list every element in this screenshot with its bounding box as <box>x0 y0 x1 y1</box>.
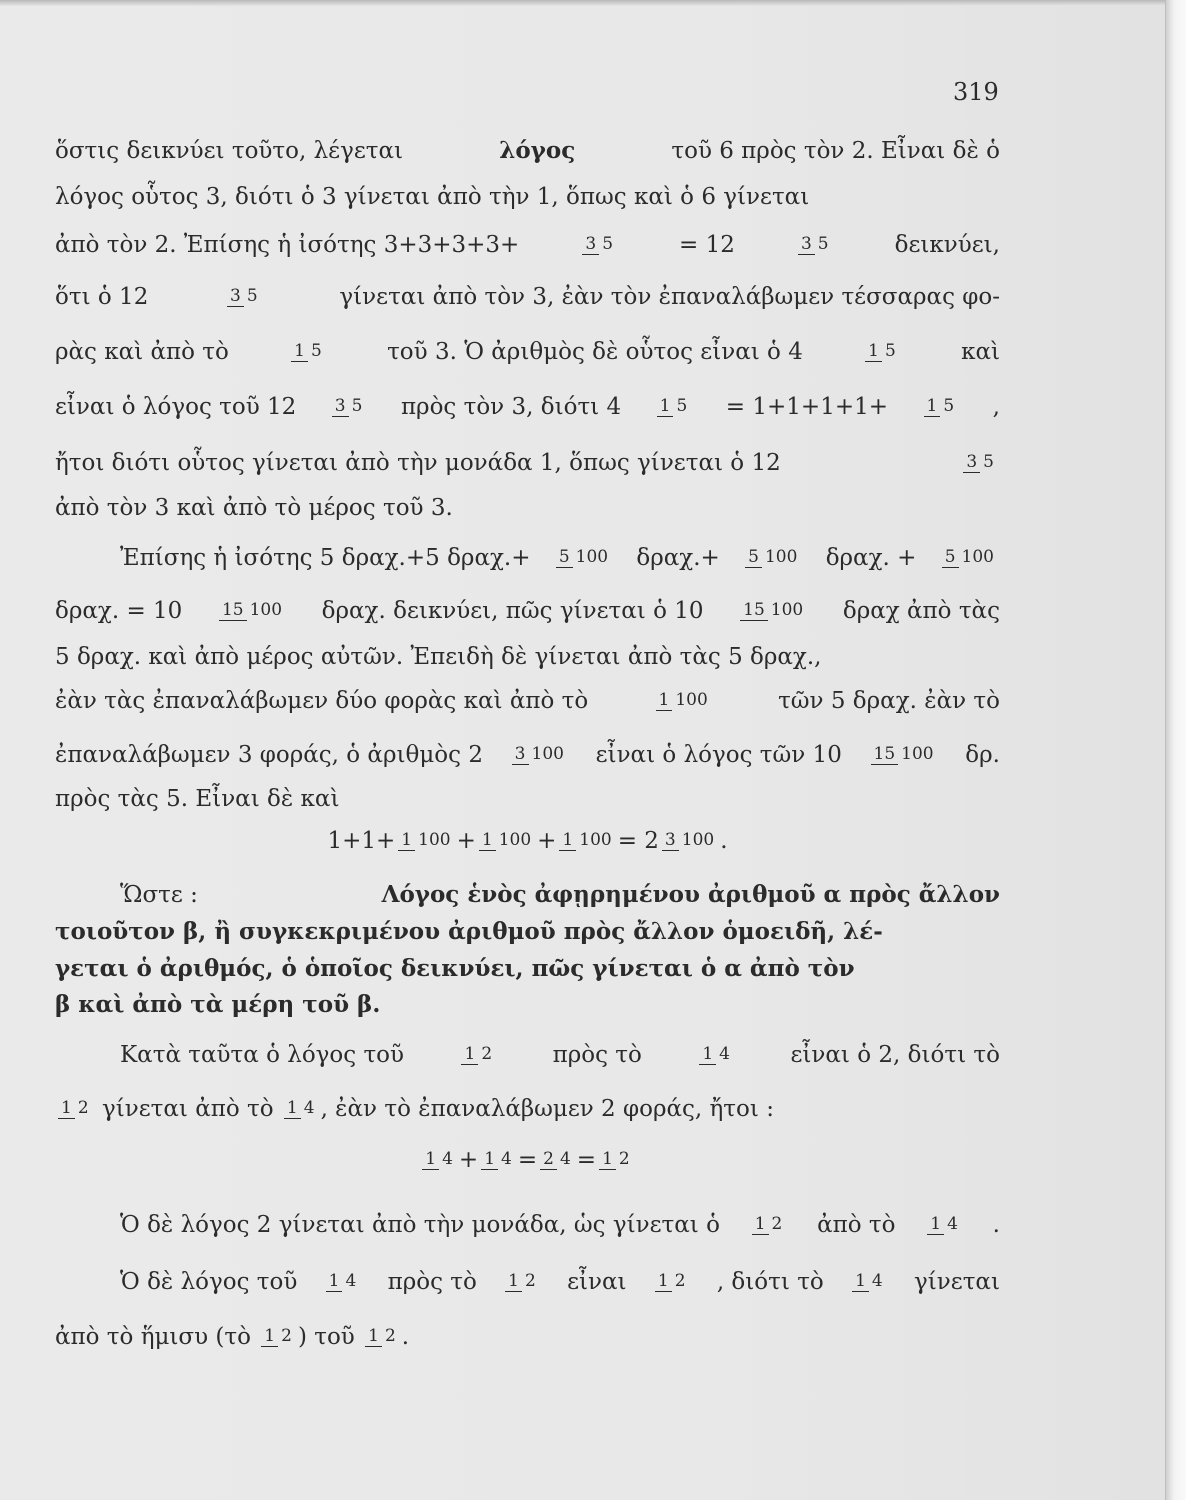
fraction-numerator: 3 <box>332 397 349 417</box>
fraction-numerator: 1 <box>261 1327 278 1347</box>
fraction <box>559 831 614 851</box>
text-run: , <box>992 394 1000 420</box>
text-line <box>55 282 1000 312</box>
text-run: . <box>401 1324 410 1350</box>
fraction-numerator: 15 <box>219 601 247 621</box>
page-number: 319 <box>953 78 999 106</box>
text-run: δρ. <box>965 742 1000 768</box>
text-line <box>55 784 1000 814</box>
fraction-numerator: 3 <box>582 235 599 255</box>
fraction-denominator: 4 <box>871 1271 883 1291</box>
bold-text: Λόγος ἑνὸς ἀφῃρημένου ἀριθμοῦ α πρὸς ἄλλον <box>381 881 1000 908</box>
fraction-numerator: 2 <box>540 1150 557 1170</box>
text-run: + <box>458 1147 479 1173</box>
fraction-numerator: 1 <box>599 1150 616 1170</box>
text-run: ἐπαναλάβωμεν 3 φοράς, ὁ ἀριθμὸς 2 <box>55 742 483 768</box>
fraction-numerator: 1 <box>291 342 308 362</box>
fraction-denominator: 100 <box>901 744 934 764</box>
text-line <box>55 917 1000 947</box>
fraction <box>291 342 325 362</box>
text-run: ὅτι ὁ 12 <box>55 284 149 310</box>
text-run: . <box>992 1212 1000 1238</box>
fraction-numerator: 5 <box>942 548 959 568</box>
fraction <box>655 1272 689 1292</box>
text-run: ἀπὸ τὸν 3 καὶ ἀπὸ τὸ μέρος τοῦ 3. <box>55 495 453 521</box>
fraction-denominator: 5 <box>676 396 688 416</box>
fraction-denominator: 4 <box>719 1044 730 1064</box>
fraction-numerator: 1 <box>398 831 415 851</box>
fraction <box>657 397 691 417</box>
text-run: ἐὰν τὰς ἐπαναλάβωμεν δύο φορὰς καὶ ἀπὸ τὸ <box>55 688 589 714</box>
text-run: γίνεται <box>914 1269 1000 1295</box>
text-run: εἶναι ὁ 2, διότι τὸ <box>790 1042 1000 1068</box>
fraction-denominator: 5 <box>983 452 994 472</box>
text-run: τοῦ 6 πρὸς τὸν 2. Εἶναι δὲ ὁ <box>664 138 1000 164</box>
fraction-denominator: 4 <box>345 1271 357 1291</box>
text-run: καὶ <box>961 339 1000 365</box>
fraction-numerator: 3 <box>963 453 980 473</box>
fraction <box>58 1099 92 1119</box>
text-line <box>120 880 1000 910</box>
fraction-numerator: 3 <box>662 831 679 851</box>
text-run: δραχ ἀπὸ τὰς <box>842 598 1000 624</box>
text-run: Ὁ δὲ λόγος τοῦ <box>120 1269 298 1295</box>
text-run: πρὸς τὸν 3, διότι 4 <box>400 394 622 420</box>
fraction-numerator: 3 <box>512 745 529 765</box>
fraction <box>365 1327 399 1347</box>
fraction-denominator: 5 <box>310 341 322 361</box>
text-line <box>55 182 1000 212</box>
text-run: ἀπὸ τὸ <box>817 1212 896 1238</box>
fraction-denominator: 100 <box>681 830 715 850</box>
fraction <box>332 397 366 417</box>
fraction-numerator: 1 <box>924 397 941 417</box>
text-line <box>55 740 1000 770</box>
fraction <box>927 1215 961 1235</box>
text-line <box>55 826 1000 856</box>
text-run: ρὰς καὶ ἀπὸ τὸ <box>55 339 229 365</box>
fraction <box>798 235 832 255</box>
fraction <box>461 1045 495 1065</box>
text-run: πρὸς τὰς 5. Εἶναι δὲ καὶ <box>55 786 340 812</box>
fraction-denominator: 100 <box>675 690 708 710</box>
text-run: γίνεται ἀπὸ τὸ <box>94 1096 281 1122</box>
fraction <box>326 1272 360 1292</box>
fraction-numerator: 3 <box>227 287 244 307</box>
text-run: + <box>537 828 557 854</box>
fraction <box>398 831 453 851</box>
fraction <box>871 745 937 765</box>
text-line <box>120 1210 1000 1240</box>
text-run: , διότι τὸ <box>716 1269 824 1295</box>
text-run: δραχ. = 10 <box>55 598 183 624</box>
text-line <box>55 493 1000 523</box>
text-line <box>55 448 1000 478</box>
text-line <box>120 543 1000 573</box>
text-run: ὅστις δεικνύει τοῦτο, λέγεται <box>55 138 411 164</box>
text-line <box>55 954 1000 984</box>
fraction-denominator: 2 <box>281 1326 292 1346</box>
text-run: = 2 <box>617 828 659 854</box>
fraction-denominator: 5 <box>884 341 896 361</box>
fraction-denominator: 100 <box>579 830 612 850</box>
fraction <box>865 342 899 362</box>
fraction-numerator: 1 <box>58 1099 75 1119</box>
fraction-denominator: 100 <box>575 547 609 567</box>
fraction-denominator: 2 <box>524 1271 536 1291</box>
text-run: 5 δραχ. καὶ ἀπὸ μέρος αὐτῶν. Ἐπειδὴ δὲ γίνεται ἀπὸ τὰς 5 δραχ., <box>55 644 822 670</box>
text-line <box>55 596 1000 626</box>
fraction-denominator: 100 <box>764 547 798 567</box>
fraction-numerator: 1 <box>852 1272 869 1292</box>
fraction <box>662 831 717 851</box>
fraction-numerator: 1 <box>927 1215 944 1235</box>
fraction <box>540 1150 574 1170</box>
fraction-numerator: 1 <box>752 1215 769 1235</box>
text-run: = <box>576 1147 597 1173</box>
fraction-numerator: 1 <box>655 1272 672 1292</box>
fraction <box>512 745 567 765</box>
text-line <box>55 686 1000 716</box>
fraction <box>481 1150 515 1170</box>
text-line <box>120 1267 1000 1297</box>
fraction-numerator: 1 <box>422 1150 439 1170</box>
fraction <box>582 235 616 255</box>
fraction-numerator: 1 <box>326 1272 343 1292</box>
fraction <box>752 1215 786 1235</box>
text-run: δραχ.+ <box>636 545 720 571</box>
text-line <box>55 230 1000 260</box>
text-line <box>55 1322 1000 1352</box>
fraction-denominator: 2 <box>771 1214 783 1234</box>
fraction <box>699 1045 733 1065</box>
fraction <box>556 548 611 568</box>
text-run: δραχ. + <box>825 545 917 571</box>
fraction-denominator: 100 <box>498 830 532 850</box>
text-run: Κατὰ ταῦτα ὁ λόγος τοῦ <box>120 1042 405 1068</box>
bold-text: β καὶ ἀπὸ τὰ μέρη τοῦ β. <box>55 991 381 1018</box>
text-line <box>55 337 1000 367</box>
text-run: ἤτοι διότι οὗτος γίνεται ἀπὸ τὴν μονάδα 1, ὅπως γίνεται ὁ 12 <box>55 450 781 476</box>
scan-top-shadow <box>0 0 1166 6</box>
fraction <box>505 1272 539 1292</box>
text-run: ) τοῦ <box>297 1324 363 1350</box>
text-line <box>55 990 1000 1020</box>
fraction <box>479 831 534 851</box>
text-run: δεικνύει, <box>894 232 1000 258</box>
fraction-denominator: 100 <box>249 600 283 620</box>
bold-text: γεται ὁ ἀριθμός, ὁ ὁποῖος δεικνύει, πῶς γίνεται ὁ α ἀπὸ τὸν <box>55 955 855 982</box>
fraction <box>745 548 800 568</box>
fraction-denominator: 4 <box>947 1214 958 1234</box>
fraction <box>963 453 997 473</box>
fraction-denominator: 4 <box>303 1098 315 1118</box>
text-run: = 12 <box>679 232 735 258</box>
fraction-numerator: 5 <box>556 548 573 568</box>
text-run: Ἐπίσης ἡ ἰσότης 5 δραχ.+5 δραχ.+ <box>120 545 531 571</box>
fraction-denominator: 2 <box>481 1044 493 1064</box>
fraction-numerator: 1 <box>481 1150 498 1170</box>
fraction <box>227 287 261 307</box>
text-run: εἶναι <box>567 1269 627 1295</box>
text-run: εἶναι ὁ λόγος τοῦ 12 <box>55 394 297 420</box>
fraction-denominator: 4 <box>559 1149 571 1169</box>
fraction <box>284 1099 318 1119</box>
text-run: ἀπὸ τὸν 2. Ἐπίσης ἡ ἰσότης 3+3+3+3+ <box>55 232 520 258</box>
text-run: τῶν 5 δραχ. ἐὰν τὸ <box>778 688 1000 714</box>
fraction <box>924 397 958 417</box>
fraction-numerator: 5 <box>745 548 762 568</box>
text-line <box>55 392 1000 422</box>
fraction-numerator: 1 <box>699 1045 716 1065</box>
fraction-denominator: 5 <box>246 286 258 306</box>
text-run: δραχ. δεικνύει, πῶς γίνεται ὁ 10 <box>321 598 704 624</box>
fraction-numerator: 1 <box>284 1099 301 1119</box>
text-run: 1+1+ <box>327 828 396 854</box>
text-line <box>55 1145 1000 1175</box>
text-run: + <box>456 828 476 854</box>
text-run: Ὥστε : <box>120 882 198 908</box>
fraction <box>740 601 806 621</box>
fraction-denominator: 5 <box>943 396 955 416</box>
fraction <box>219 601 285 621</box>
text-line <box>55 1094 1000 1124</box>
fraction-numerator: 1 <box>656 691 673 711</box>
fraction-denominator: 100 <box>531 744 564 764</box>
text-line <box>55 642 1000 672</box>
text-run: , ἐὰν τὸ ἐπαναλάβωμεν 2 φοράς, ἤτοι : <box>320 1096 774 1122</box>
fraction-numerator: 1 <box>559 831 576 851</box>
fraction <box>261 1327 295 1347</box>
text-run: τοῦ 3. Ὁ ἀριθμὸς δὲ οὗτος εἶναι ὁ 4 <box>387 339 803 365</box>
fraction-numerator: 1 <box>479 831 496 851</box>
fraction <box>599 1150 633 1170</box>
fraction <box>942 548 997 568</box>
bold-text: τοιοῦτον β, ἢ συγκεκριμένου ἀριθμοῦ πρὸς ἄλλον ὁμοειδῆ, λέ- <box>55 918 883 945</box>
text-run: πρὸς τὸ <box>387 1269 477 1295</box>
fraction-numerator: 3 <box>798 235 815 255</box>
fraction-denominator: 2 <box>674 1271 686 1291</box>
fraction-denominator: 100 <box>770 600 804 620</box>
fraction-numerator: 1 <box>505 1272 522 1292</box>
fraction-numerator: 1 <box>461 1045 478 1065</box>
page-edge <box>1165 0 1186 1500</box>
fraction <box>656 691 711 711</box>
fraction-denominator: 5 <box>817 234 829 254</box>
text-run: ἀπὸ τὸ ἥμισυ (τὸ <box>55 1324 259 1350</box>
fraction-denominator: 2 <box>618 1149 630 1169</box>
text-line <box>120 1040 1000 1070</box>
text-run: πρὸς τὸ <box>552 1042 642 1068</box>
fraction-numerator: 1 <box>365 1327 382 1347</box>
fraction-denominator: 5 <box>351 396 363 416</box>
text-line <box>55 136 1000 166</box>
text-run: Ὁ δὲ λόγος 2 γίνεται ἀπὸ τὴν μονάδα, ὡς γίνεται ὁ <box>120 1212 720 1238</box>
text-run: λόγος οὗτος 3, διότι ὁ 3 γίνεται ἀπὸ τὴν 1, ὅπως καὶ ὁ 6 γίνεται <box>55 184 810 210</box>
fraction <box>852 1272 886 1292</box>
text-run: = 1+1+1+1+ <box>725 394 888 420</box>
text-run: εἶναι ὁ λόγος τῶν 10 <box>595 742 842 768</box>
fraction-numerator: 15 <box>871 745 899 765</box>
text-run: . <box>720 828 728 854</box>
fraction-denominator: 5 <box>602 234 614 254</box>
bold-text: λόγος <box>499 137 576 164</box>
fraction-denominator: 4 <box>442 1149 453 1169</box>
fraction-numerator: 15 <box>740 601 768 621</box>
fraction-denominator: 4 <box>501 1149 512 1169</box>
fraction-denominator: 100 <box>961 547 994 567</box>
fraction-denominator: 100 <box>418 830 451 850</box>
fraction <box>422 1150 456 1170</box>
text-run: = <box>517 1147 538 1173</box>
fraction-denominator: 2 <box>77 1098 89 1118</box>
fraction-denominator: 2 <box>384 1326 396 1346</box>
fraction-numerator: 1 <box>865 342 882 362</box>
fraction-numerator: 1 <box>657 397 674 417</box>
text-run: γίνεται ἀπὸ τὸν 3, ἐὰν τὸν ἐπαναλάβωμεν τέσσαρας φο- <box>339 284 1000 310</box>
